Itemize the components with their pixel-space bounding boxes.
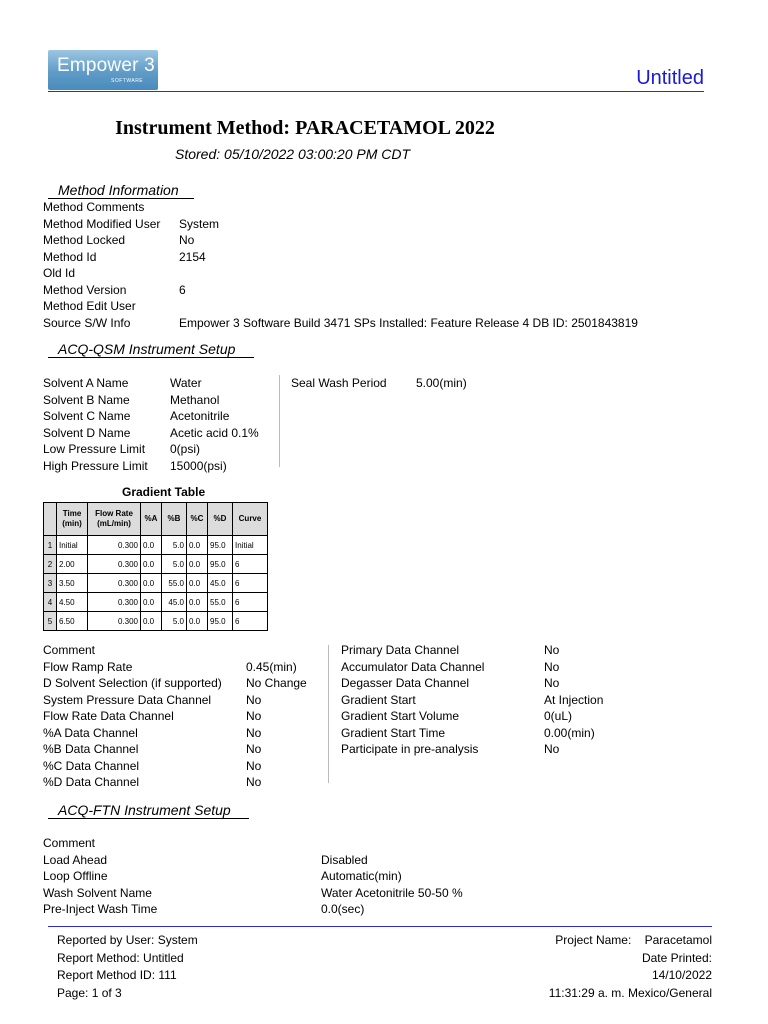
table-cell: 5.0 (162, 612, 187, 631)
project-name: Project Name: Paracetamol (555, 933, 712, 947)
table-cell: 0.0 (141, 593, 162, 612)
page-number: Page: 1 of 3 (57, 985, 122, 1000)
table-cell: 0.300 (88, 555, 141, 574)
row-label: Solvent C Name (43, 409, 131, 423)
column-header: %D (208, 503, 233, 536)
row-value: Methanol (170, 392, 220, 407)
table-cell: 95.0 (208, 612, 233, 631)
table-cell: 0.0 (187, 612, 208, 631)
table-cell: 4.50 (57, 593, 88, 612)
column-divider (279, 375, 280, 467)
row-value: No (544, 742, 560, 756)
table-cell: 0.0 (141, 555, 162, 574)
row-label: Method Edit User (43, 299, 136, 313)
report-method: Report Method: Untitled (57, 950, 184, 965)
row-value: Acetonitrile (170, 409, 230, 423)
column-header: Time (min) (57, 503, 88, 536)
row-label: %C Data Channel (43, 758, 140, 773)
gradient-header-row (44, 503, 268, 536)
row-value: 6 (179, 282, 186, 297)
ftn-heading: ACQ-FTN Instrument Setup (58, 802, 231, 818)
qsm-underline (48, 357, 254, 358)
table-cell: 6 (233, 593, 268, 612)
gradient-table (43, 502, 268, 631)
row-label: Primary Data Channel (341, 643, 460, 657)
channels-right-labels (341, 642, 484, 758)
table-cell: 0.0 (141, 612, 162, 631)
table-cell: Initial (57, 536, 88, 555)
method-info-heading: Method Information (58, 182, 179, 198)
reported-by: Reported by User: System (57, 933, 198, 947)
row-value: No (246, 775, 262, 789)
row-label: Accumulator Data Channel (341, 659, 485, 674)
table-cell: 2.00 (57, 555, 88, 574)
row-label: Gradient Start Volume (341, 709, 460, 723)
row-value: System (179, 216, 220, 231)
table-cell: 0.0 (187, 593, 208, 612)
method-info-labels (43, 199, 160, 331)
row-value: No (544, 659, 560, 674)
date-printed-label: Date Printed: (641, 950, 712, 965)
row-value: No (246, 709, 262, 723)
table-cell: 0.0 (141, 574, 162, 593)
table-cell: 6.50 (57, 612, 88, 631)
row-label: Degasser Data Channel (341, 676, 470, 690)
row-label: System Pressure Data Channel (43, 692, 212, 707)
row-value: No (246, 725, 262, 740)
table-cell: 45.0 (162, 593, 187, 612)
ftn-labels (43, 835, 157, 918)
row-value: 2154 (179, 249, 206, 264)
column-header: %B (162, 503, 187, 536)
row-label: Flow Rate Data Channel (43, 709, 174, 723)
row-value: 0.45(min) (246, 659, 297, 674)
row-label: Loop Offline (43, 869, 108, 883)
column-divider (328, 645, 329, 783)
row-label: Source S/W Info (43, 315, 131, 330)
row-label: Wash Solvent Name (43, 885, 152, 900)
row-value: No (179, 233, 195, 247)
row-label: Method Id (43, 249, 97, 264)
table-cell: 6 (233, 612, 268, 631)
table-row (44, 574, 268, 593)
table-cell: 1 (44, 536, 57, 555)
ftn-underline (48, 818, 249, 819)
row-value: 15000(psi) (170, 458, 227, 473)
time-printed: 11:31:29 a. m. Mexico/General (548, 985, 712, 1000)
table-cell: 5.0 (162, 555, 187, 574)
row-value (321, 835, 463, 852)
row-label: Pre-Inject Wash Time (43, 902, 158, 916)
row-label: Method Version (43, 282, 127, 297)
row-value: No (544, 676, 560, 690)
empower-logo (48, 50, 158, 90)
method-info-values (179, 199, 638, 331)
row-label: Participate in pre-analysis (341, 742, 479, 756)
date-printed: 14/10/2022 (651, 968, 712, 982)
row-label: Low Pressure Limit (43, 442, 146, 456)
column-header: Flow Rate (mL/min) (88, 503, 141, 536)
table-cell: 0.300 (88, 612, 141, 631)
table-cell: 5 (44, 612, 57, 631)
table-cell: 4 (44, 593, 57, 612)
row-value: No (246, 758, 262, 773)
row-value: 0.0(sec) (321, 902, 365, 916)
table-cell: 95.0 (208, 555, 233, 574)
gradient-table-title: Gradient Table (122, 485, 206, 499)
table-cell: 0.0 (187, 536, 208, 555)
row-label: Gradient Start Time (341, 725, 446, 740)
row-value: Empower 3 Software Build 3471 SPs Installed: Feature Release 4 DB ID: 2501843819 (179, 315, 638, 330)
table-cell: 95.0 (208, 536, 233, 555)
row-value (179, 199, 638, 216)
table-cell: 6 (233, 555, 268, 574)
report-method-id: Report Method ID: 111 (57, 968, 177, 982)
qsm-left-labels (43, 375, 148, 474)
row-value: No Change (246, 676, 307, 690)
logo-subtext: SOFTWARE (111, 78, 144, 84)
row-label: Flow Ramp Rate (43, 659, 133, 674)
channels-left-labels (43, 642, 222, 791)
table-cell: 55.0 (162, 574, 187, 593)
table-row (44, 612, 268, 631)
page-title: Instrument Method: PARACETAMOL 2022 (115, 117, 495, 139)
row-label: Comment (43, 836, 96, 850)
row-value: No (246, 742, 262, 756)
footer-divider (48, 926, 712, 927)
channels-left-values (246, 642, 307, 791)
row-label: %D Data Channel (43, 775, 140, 789)
table-row (44, 555, 268, 574)
table-cell: 0.300 (88, 574, 141, 593)
row-label: High Pressure Limit (43, 458, 148, 473)
qsm-left-values (170, 375, 259, 474)
row-value: At Injection (544, 692, 604, 707)
stored-timestamp: Stored: 05/10/2022 03:00:20 PM CDT (175, 146, 411, 162)
qsm-heading: ACQ-QSM Instrument Setup (58, 341, 236, 357)
table-cell: 0.0 (141, 536, 162, 555)
row-value: Automatic(min) (321, 869, 402, 883)
seal-wash-label: Seal Wash Period (291, 376, 387, 390)
table-cell: 0.0 (187, 555, 208, 574)
table-cell: 6 (233, 574, 268, 593)
row-label: %B Data Channel (43, 742, 139, 756)
row-value: No (246, 692, 262, 707)
row-label: Comment (43, 643, 96, 657)
row-label: Solvent A Name (43, 376, 129, 390)
footer-left (57, 932, 198, 1002)
table-cell: Initial (233, 536, 268, 555)
row-value (179, 265, 638, 282)
row-value: Disabled (321, 852, 368, 867)
row-label: Solvent B Name (43, 392, 130, 407)
row-value: Water (170, 376, 202, 390)
row-value: 0(uL) (544, 709, 573, 723)
row-label: Gradient Start (341, 692, 416, 707)
row-value: 0.00(min) (544, 725, 595, 740)
table-row (44, 593, 268, 612)
row-value (179, 298, 638, 315)
channels-right-values (544, 642, 603, 758)
footer-right (549, 932, 712, 1002)
report-title: Untitled (636, 67, 704, 89)
table-cell: 3.50 (57, 574, 88, 593)
row-label: Method Modified User (43, 216, 161, 231)
row-label: D Solvent Selection (if supported) (43, 676, 222, 690)
row-label: Method Locked (43, 233, 126, 247)
row-value: Acetic acid 0.1% (170, 425, 259, 440)
row-label: Solvent D Name (43, 425, 131, 440)
table-cell: 0.300 (88, 593, 141, 612)
row-label: Method Comments (43, 200, 145, 214)
column-header: Curve (233, 503, 268, 536)
column-header (44, 503, 57, 536)
table-cell: 5.0 (162, 536, 187, 555)
row-value: 0(psi) (170, 442, 201, 456)
ftn-values (321, 835, 463, 918)
table-cell: 0.0 (187, 574, 208, 593)
row-value: Water Acetonitrile 50-50 % (321, 885, 463, 900)
column-header: %C (187, 503, 208, 536)
logo-text: Empower 3 (57, 55, 155, 76)
row-value: No (544, 643, 560, 657)
table-cell: 55.0 (208, 593, 233, 612)
table-cell: 0.300 (88, 536, 141, 555)
row-label: %A Data Channel (43, 725, 138, 740)
table-row (44, 536, 268, 555)
row-label: Load Ahead (43, 852, 108, 867)
table-cell: 3 (44, 574, 57, 593)
seal-wash-value: 5.00(min) (416, 376, 467, 390)
table-cell: 2 (44, 555, 57, 574)
row-label: Old Id (43, 266, 76, 280)
header-divider (48, 91, 704, 92)
table-cell: 45.0 (208, 574, 233, 593)
column-header: %A (141, 503, 162, 536)
row-value (246, 642, 307, 659)
